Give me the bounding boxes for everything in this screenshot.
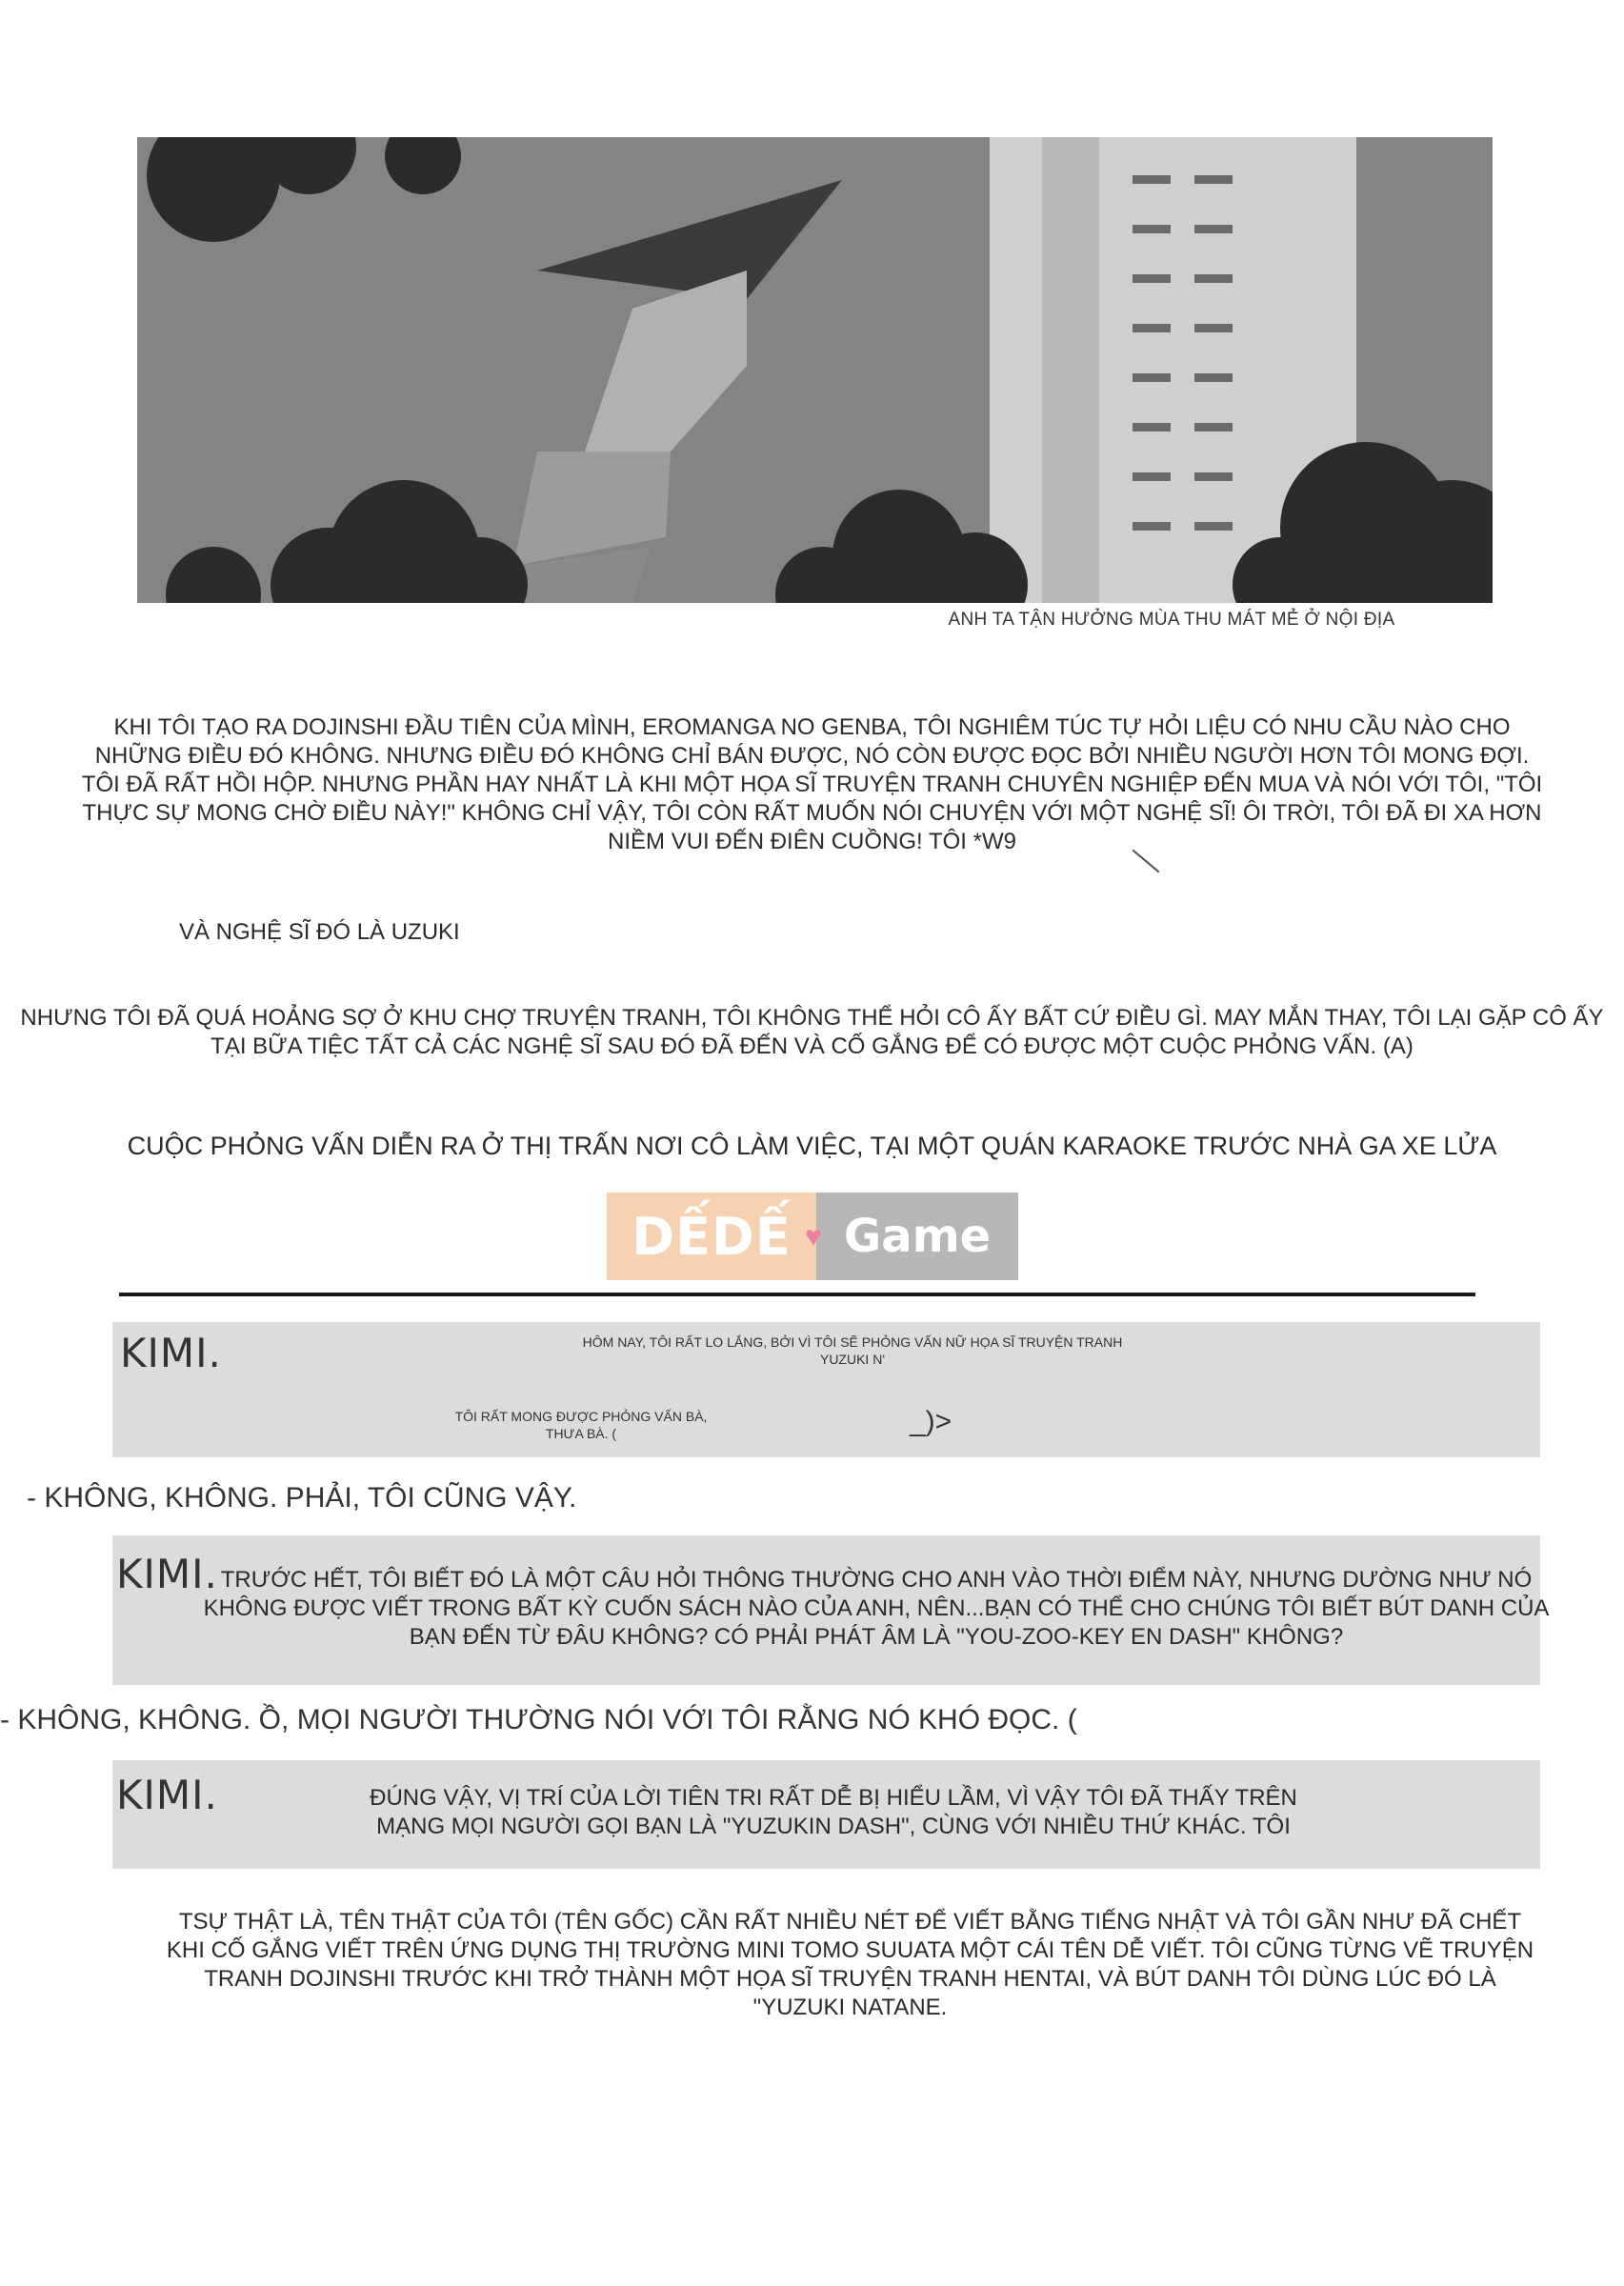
- question-1-line-2: TÔI RẤT MONG ĐƯỢC PHỎNG VẤN BÀ, THƯA BÀ. (: [454, 1409, 708, 1441]
- answer-2: - KHÔNG, KHÔNG. Ồ, MỌI NGƯỜI THƯỜNG NÓI VỚI TÔI RẰNG NÓ KHÓ ĐỌC. (: [0, 1704, 1077, 1735]
- site-logo[interactable]: [607, 1193, 1018, 1280]
- artist-paragraph: VÀ NGHỆ SĨ ĐÓ LÀ UZUKI: [179, 919, 460, 945]
- speaker-label: KIMI.: [116, 1551, 218, 1597]
- speaker-label: KIMI.: [120, 1330, 222, 1376]
- emote-text: _)>: [910, 1406, 952, 1437]
- heart-icon: ♥: [805, 1221, 822, 1253]
- photo-caption: ANH TA TẬN HƯỞNG MÙA THU MÁT MẺ Ở NỘI ĐỊA: [948, 610, 1395, 630]
- building-sculpture-photo-icon: [137, 137, 1493, 603]
- question-1-line-1: HÔM NAY, TÔI RẤT LO LẮNG, BỞI VÌ TÔI SẼ PHỎNG VẤN NỮ HỌA SĨ TRUYỆN TRANH YUZUKI N': [582, 1334, 1123, 1367]
- location-paragraph: CUỘC PHỎNG VẤN DIỄN RA Ở THỊ TRẤN NƠI CÔ LÀM VIỆC, TẠI MỘT QUÁN KARAOKE TRƯỚC NHÀ GA XE LỬA: [127, 1132, 1497, 1160]
- question-2-text: TRƯỚC HẾT, TÔI BIẾT ĐÓ LÀ MỘT CÂU HỎI THÔNG THƯỜNG CHO ANH VÀO THỜI ĐIỂM NÀY, NHƯNG DƯỜNG NHƯ NÓ KHÔNG ĐƯỢC VIẾT TRONG BẤT KỲ CUỐN SÁCH NÀO CỦA ANH, NÊN...BẠN CÓ THỂ CHO CHÚNG TÔI BIẾT BÚT DANH CỦA BẠN ĐẾN TỪ ĐÂU KHÔNG? CÓ PHẢI PHÁT ÂM LÀ "YOU-ZOO-KEY EN DASH" KHÔNG?: [203, 1567, 1550, 1650]
- question-3-text: ĐÚNG VẬY, VỊ TRÍ CỦA LỜI TIÊN TRI RẤT DỄ BỊ HIỂU LẦM, VÌ VẬY TÔI ĐÃ THẤY TRÊN MẠNG MỌI NGƯỜI GỌI BẠN LÀ "YUZUKIN DASH", CÙNG VỚI NHIỀU THỨ KHÁC. TÔI: [370, 1785, 1297, 1839]
- answer-3: TSỰ THẬT LÀ, TÊN THẬT CỦA TÔI (TÊN GỐC) CẦN RẤT NHIỀU NÉT ĐỂ VIẾT BẰNG TIẾNG NHẬT VÀ TÔI GẦN NHƯ ĐÃ CHẾT KHI CỐ GẮNG VIẾT TRÊN ỨNG DỤNG THỊ TRƯỜNG MINI TOMO SUUATA MỘT CÁI TÊN DỄ VIẾT. TÔI CŨNG TỪNG VẼ TRUYỆN TRANH DOJINSHI TRƯỚC KHI TRỞ THÀNH MỘT HỌA SĨ TRUYỆN TRANH HENTAI, VÀ BÚT DANH TÔI DÙNG LÚC ĐÓ LÀ "YUZUKI NATANE.: [166, 1909, 1534, 2020]
- section-divider: [119, 1293, 1475, 1296]
- answer-1: - KHÔNG, KHÔNG. PHẢI, TÔI CŨNG VẬY.: [27, 1482, 577, 1514]
- logo-left-text: DẾDẾ: [607, 1193, 816, 1280]
- logo-right-text: Game: [816, 1193, 1018, 1280]
- intro-paragraph: KHI TÔI TẠO RA DOJINSHI ĐẦU TIÊN CỦA MÌNH, EROMANGA NO GENBA, TÔI NGHIÊM TÚC TỰ HỎI LIỆU CÓ NHU CẦU NÀO CHO NHỮNG ĐIỀU ĐÓ KHÔNG. NHƯNG ĐIỀU ĐÓ KHÔNG CHỈ BÁN ĐƯỢC, NÓ CÒN ĐƯỢC ĐỌC BỞI NHIỀU NGƯỜI HƠN TÔI MONG ĐỢI. TÔI ĐÃ RẤT HỒI HỘP. NHƯNG PHẦN HAY NHẤT LÀ KHI MỘT HỌA SĨ TRUYỆN TRANH CHUYÊN NGHIỆP ĐẾN MUA VÀ NÓI VỚI TÔI, "TÔI THỰC SỰ MONG CHỜ ĐIỀU NÀY!" KHÔNG CHỈ VẬY, TÔI CÒN RẤT MUỐN NÓI CHUYỆN VỚI MỘT NGHỆ SĨ! ÔI TRỜI, TÔI ĐÃ ĐI XA HƠN NIỀM VUI ĐẾN ĐIÊN CUỒNG! TÔI *W9: [81, 714, 1543, 854]
- header-photo: [137, 137, 1493, 603]
- comic-market-paragraph: NHƯNG TÔI ĐÃ QUÁ HOẢNG SỢ Ở KHU CHỢ TRUYỆN TRANH, TÔI KHÔNG THỂ HỎI CÔ ẤY BẤT CỨ ĐIỀU GÌ. MAY MẮN THAY, TÔI LẠI GẶP CÔ ẤY TẠI BỮA TIỆC TẤT CẢ CÁC NGHỆ SĨ SAU ĐÓ ĐÃ ĐẾN VÀ CỐ GẮNG ĐỂ CÓ ĐƯỢC MỘT CUỘC PHỎNG VẤN. (A): [20, 1005, 1604, 1059]
- speaker-label: KIMI.: [116, 1772, 218, 1818]
